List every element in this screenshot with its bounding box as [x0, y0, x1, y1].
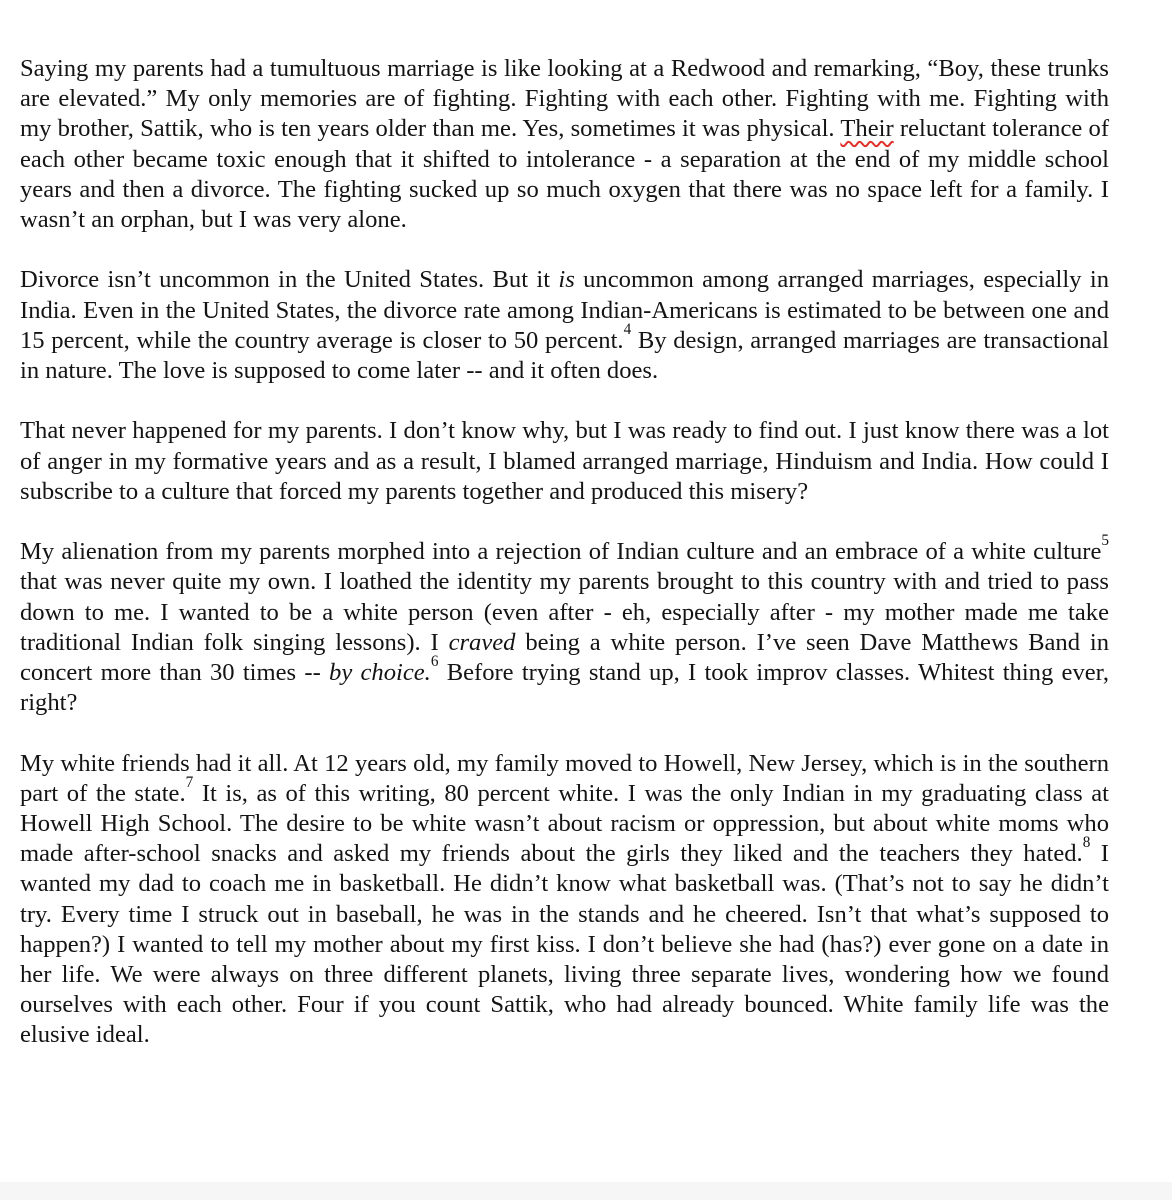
footnote-marker: 7 [185, 774, 194, 791]
text-run: reluctant tolerance of each other became toxic enough that it shifted to intolerance - a separation at the end of my middle school years and then a divorce. The fighting sucked up so much oxygen that there was no space left for a family. I wasn’t an orphan, but I was very alone. [20, 115, 1110, 234]
emphasis-text: craved [448, 628, 516, 656]
paragraph-5 [20, 749, 1109, 1051]
paragraph-4 [20, 532, 1110, 718]
footnote-marker: 6 [430, 653, 439, 671]
paragraph-3 [20, 416, 1109, 507]
text-run: My alienation from my parents morphed into a rejection of Indian culture and an embrace of a white culture [20, 538, 1102, 566]
paragraph-1 [20, 54, 1109, 235]
spellcheck-flagged-word: Their [840, 115, 894, 143]
bottom-edge [0, 1182, 1172, 1200]
emphasis-text: is [558, 266, 575, 294]
text-run: Saying my parents had a tumultuous marriage is like looking at a Redwood and remarking, “Boy, these trunks are elevated.” My only memories are of fighting. Fighting with each other. Fighting with me. Fighting with my brother, Sattik, who is ten years older than me. Yes, sometimes it was physical. [20, 55, 1109, 143]
text-run: being a white person. I’ve seen Dave Matthews Band in concert more than 30 times -- [20, 628, 1109, 687]
footnote-marker: 4 [623, 321, 632, 338]
paragraph-2 [20, 265, 1109, 386]
footnote-marker: 8 [1082, 834, 1091, 852]
footnote-marker: 5 [1101, 532, 1109, 550]
text-run: that was never quite my own. I loathed the identity my parents brought to this country with and tried to pass down to me. I wanted to be a white person (even after - eh, especially after - my mother made me take traditional Indian folk singing lessons). I [20, 568, 1109, 656]
text-run: uncommon among arranged marriages, especially in India. Even in the United States, the divorce rate among Indian-Americans is estimated to be between one and 15 percent, while the country average is closer to 50 percent. [20, 266, 1109, 354]
document-body [20, 54, 1109, 1051]
text-run: I wanted my dad to coach me in basketball. He didn’t know what basketball was. (That’s not to say he didn’t try. Every time I struck out in baseball, he was in the stands and he cheered. Isn’t that what’s supposed to happen?) I wanted to tell my mother about my first kiss. I don’t believe she had (has?) ever gone on a date in her life. We were always on three different planets, living three separate lives, wondering how we found ourselves with each other. Four if you count Sattik, who had already bounced. White family life was the elusive ideal. [20, 840, 1109, 1049]
emphasis-text: by choice. [329, 659, 431, 687]
text-run: My white friends had it all. At 12 years old, my family moved to Howell, New Jersey, which is in the southern part of the state. [20, 749, 1109, 807]
text-run: Before trying stand up, I took improv classes. Whitest thing ever, right? [20, 659, 1110, 717]
text-run: Divorce isn’t uncommon in the United States. But it [20, 266, 559, 294]
text-run: By design, arranged marriages are transactional in nature. The love is supposed to come later -- and it often does. [20, 326, 1109, 385]
text-run: It is, as of this writing, 80 percent white. I was the only Indian in my graduating class at Howell High School. The desire to be white wasn’t about racism or oppression, but about white moms who made after-school snacks and asked my friends about the girls they liked and the teachers they hated. [20, 779, 1109, 868]
text-run: That never happened for my parents. I don’t know why, but I was ready to find out. I just know there was a lot of anger in my formative years and as a result, I blamed arranged marriage, Hinduism and India. How could I subscribe to a culture that forced my parents together and produced this misery? [20, 417, 1109, 505]
